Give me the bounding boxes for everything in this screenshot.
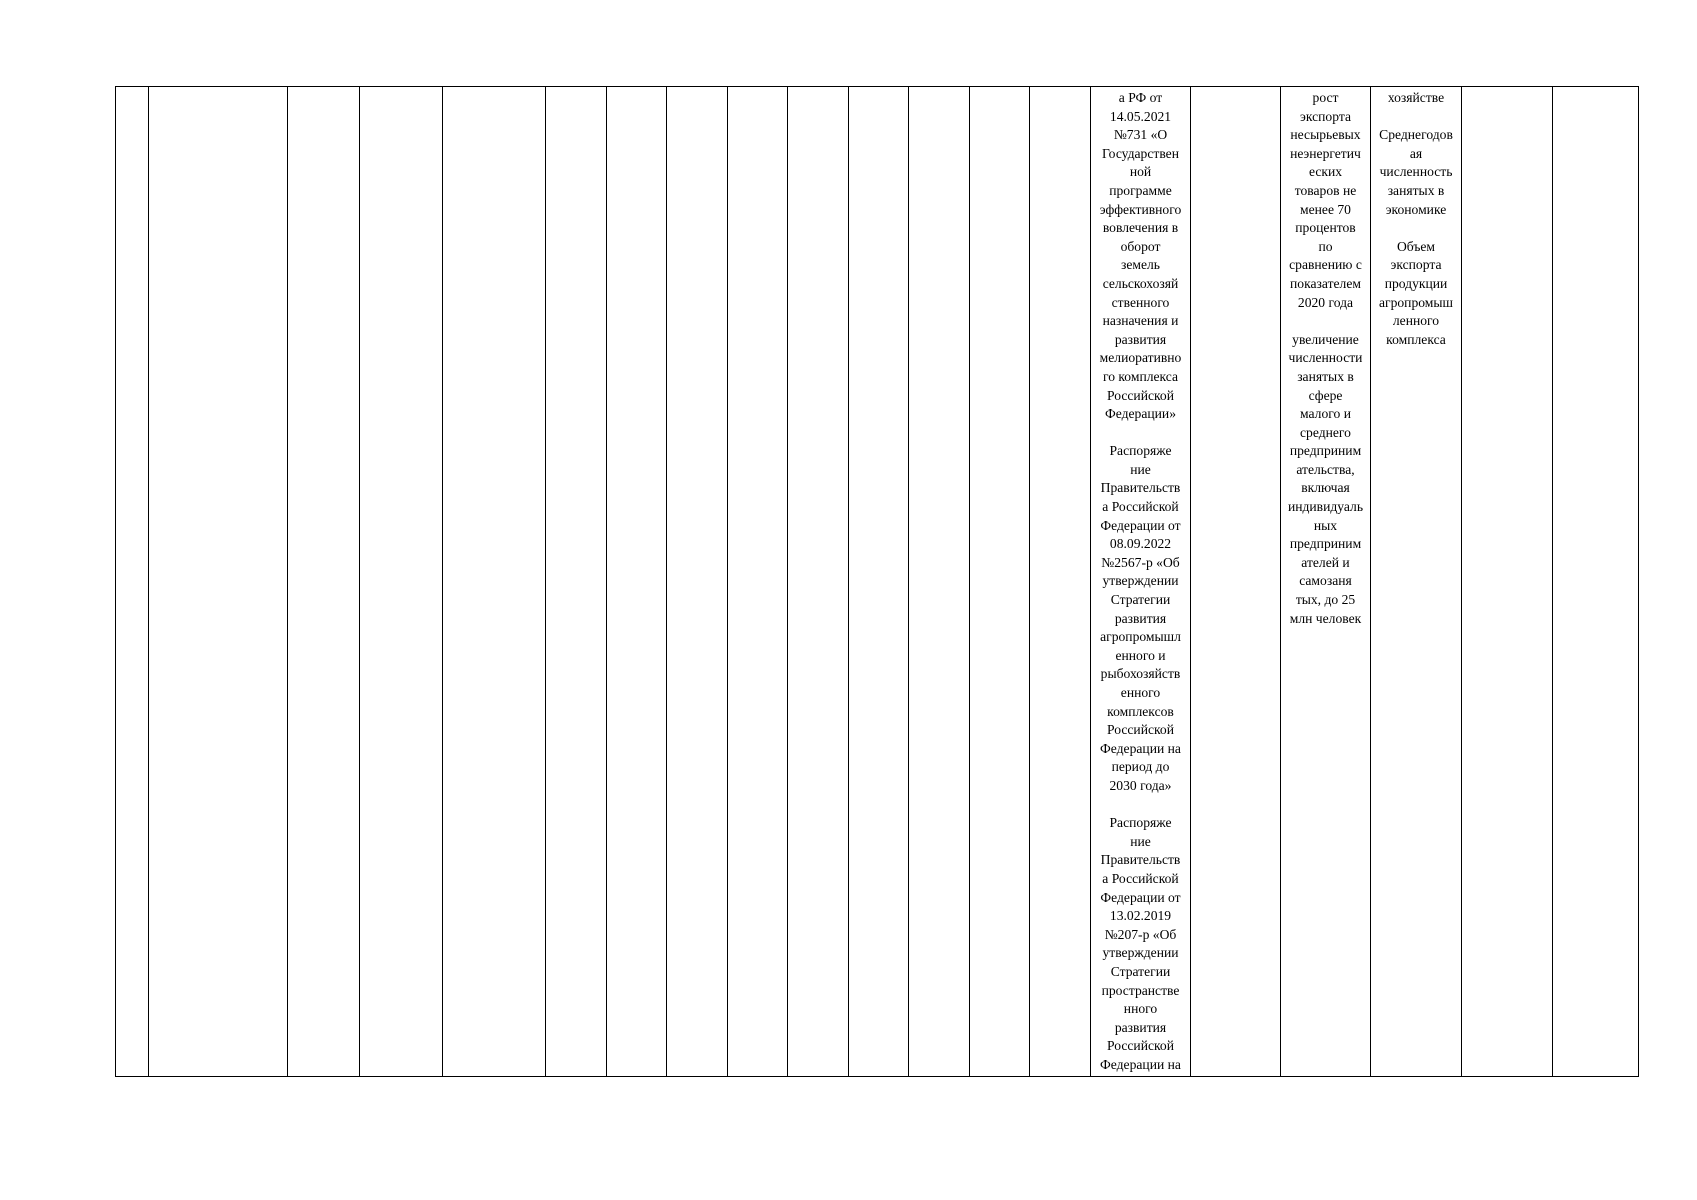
table-cell-national-goals <box>1281 87 1371 1077</box>
table-cell-12 <box>909 87 970 1077</box>
table-cell-3 <box>288 87 360 1077</box>
table-cell-13 <box>970 87 1030 1077</box>
table-cell-1 <box>116 87 149 1077</box>
table-cell-14 <box>1030 87 1091 1077</box>
cell-text-5 <box>443 87 545 89</box>
cell-text-9 <box>728 87 787 89</box>
cell-text-legal-basis: а РФ от 14.05.2021 №731 «О Государствен ной программе эффективного вовлечения в оборот земель сельскохозяй ственного назначения и развития мелиоративно го комплекса Российской Федерации» Распоряже ние Правительств а Российской Федерации от 08.09.2022 №2567-р «Об утверждении Стратегии развития агропромышл енного и рыбохозяйств енного комплексов Российской Федерации на период до 2030 года» Распоряже ние Правительств а Российской Федерации от 13.02.2019 №207-р «Об утверждении Стратегии пространстве нного развития Российской Федерации на <box>1099 90 1182 1072</box>
cell-text-20 <box>1553 87 1638 89</box>
table-cell-6 <box>546 87 607 1077</box>
table-cell-4 <box>360 87 443 1077</box>
cell-text-1 <box>116 87 148 89</box>
table-cell-7 <box>607 87 667 1077</box>
table-cell-8 <box>667 87 728 1077</box>
cell-text-3 <box>288 87 359 89</box>
cell-text-11 <box>849 87 908 89</box>
table-cell-11 <box>849 87 909 1077</box>
cell-text-14 <box>1030 87 1090 89</box>
cell-text-12 <box>909 87 969 89</box>
cell-text-8 <box>667 87 727 89</box>
cell-text-national-goals: рост экспорта несырьевых неэнергетич еских товаров не менее 70 процентов по сравнению с показателем 2020 года увеличение численности занятых в сфере малого и среднего предприним ательства, включая индивидуаль ных предприним ателей и самозаня тых, до 25 млн человек <box>1287 90 1364 626</box>
cell-text-2 <box>149 87 287 89</box>
cell-text-6 <box>546 87 606 89</box>
cell-text-13 <box>970 87 1029 89</box>
cell-text-7 <box>607 87 666 89</box>
document-table <box>115 86 1639 1077</box>
table-cell-indicators <box>1371 87 1462 1077</box>
cell-text-19 <box>1462 87 1552 89</box>
table-cell-16 <box>1191 87 1281 1077</box>
table-cell-10 <box>788 87 849 1077</box>
table-cell-9 <box>728 87 788 1077</box>
cell-text-10 <box>788 87 848 89</box>
table-cell-5 <box>443 87 546 1077</box>
table-cell-20 <box>1553 87 1639 1077</box>
cell-text-4 <box>360 87 442 89</box>
cell-text-indicators: хозяйстве Среднегодов ая численность занятых в экономике Объем экспорта продукции агропромыш ленного комплекса <box>1378 90 1453 347</box>
table-cell-2 <box>149 87 288 1077</box>
table-row <box>116 87 1639 1077</box>
cell-text-16 <box>1191 87 1280 89</box>
table-cell-legal-basis <box>1091 87 1191 1077</box>
table-cell-19 <box>1462 87 1553 1077</box>
